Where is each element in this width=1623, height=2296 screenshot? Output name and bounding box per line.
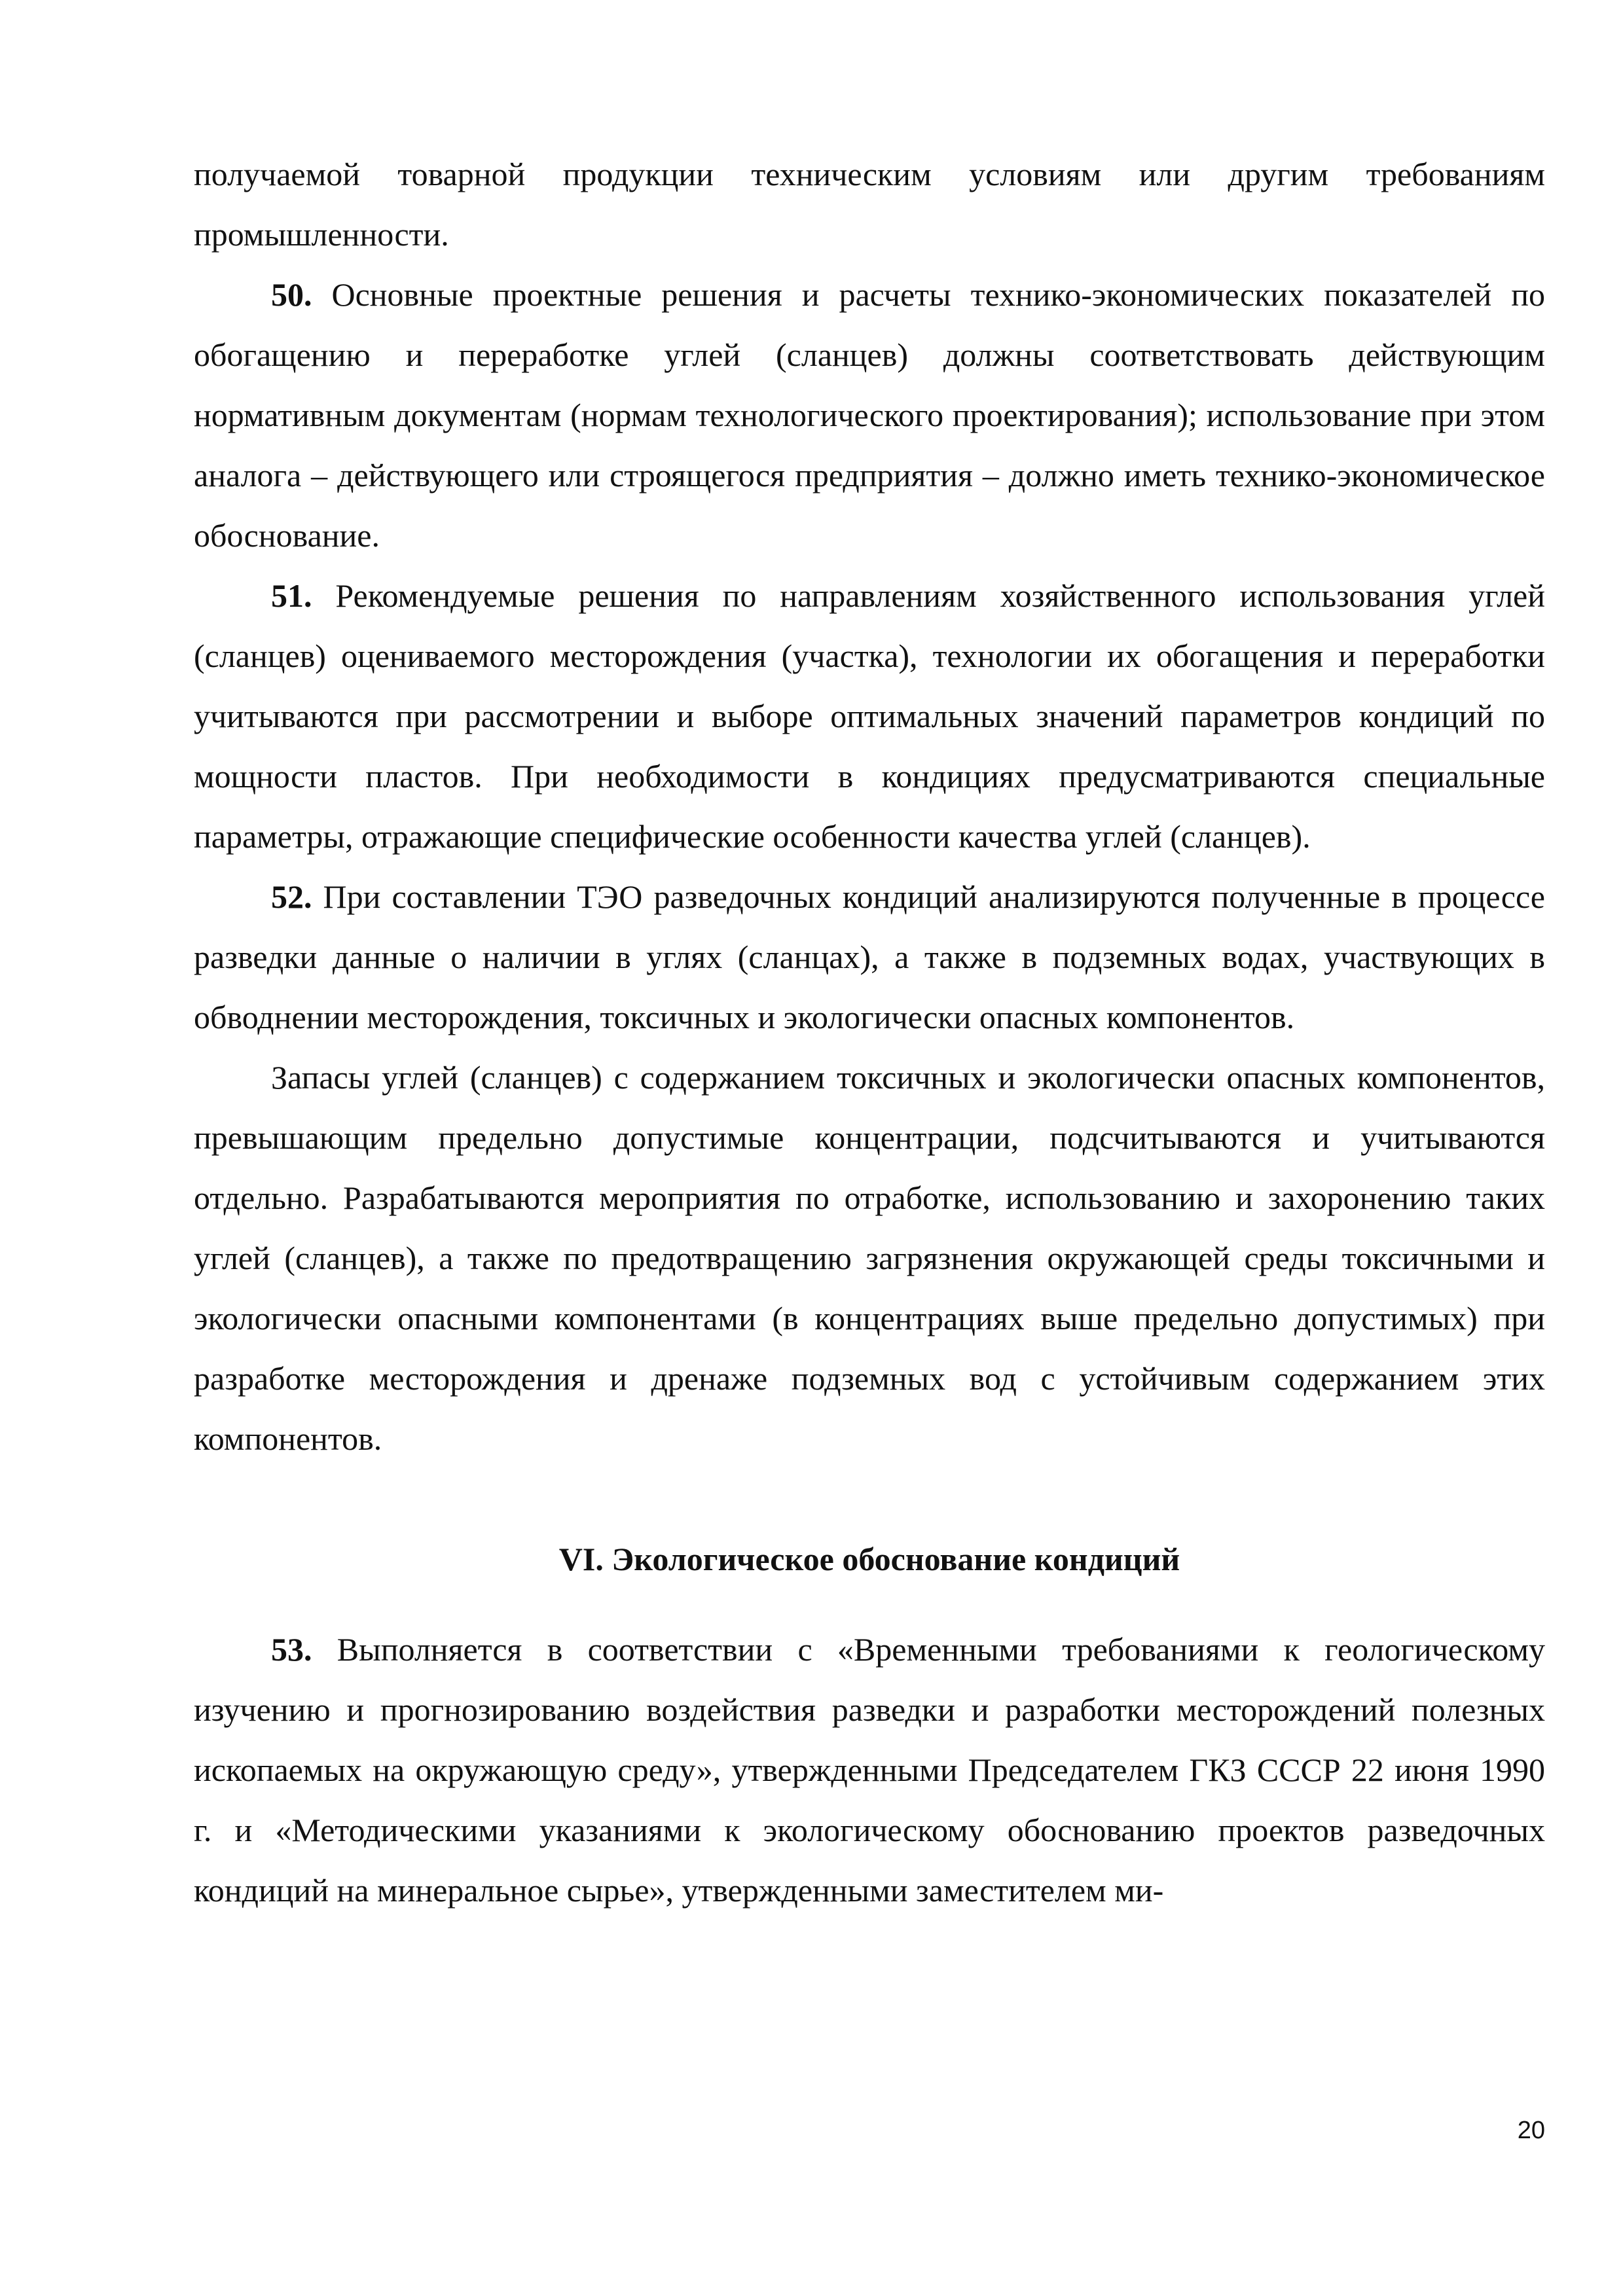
paragraph-text: При составлении ТЭО разведочных кондиций анализируются полученные в процессе разведки данные о наличии в углях (сланцах), а также в подземных водах, участвующих в обводнении месторождения, токсичных и экологически опасных компонентов.: [194, 878, 1545, 1035]
paragraph-text: Запасы углей (сланцев) с содержанием токсичных и экологически опасных компонентов, превышающим предельно допустимые концентрации, подсчитываются и учитываются отдельно. Разрабатываются мероприятия по отработке, использованию и захоронению таких углей (сланцев), а также по предотвращению загрязнения окружающей среды токсичными и экологически опасными компонентами (в концентрациях выше предельно допустимых) при разработке месторождения и дренаже подземных вод с устойчивым содержанием этих компонентов.: [194, 1059, 1545, 1457]
paragraph-number: 51.: [271, 577, 312, 614]
paragraph-text: Основные проектные решения и расчеты технико-экономических показателей по обогащению и переработке углей (сланцев) должны соответствовать действующим нормативным документам (нормам технологического проектирования); использование при этом аналога – действующего или строящегося предприятия – должно иметь технико-экономическое обоснование.: [194, 276, 1545, 554]
paragraph-50: [194, 264, 1545, 565]
paragraph-number: 50.: [271, 276, 312, 313]
paragraph-text: Выполняется в соответствии с «Временными требованиями к геологическому изучению и прогнозированию воздействия разведки и разработки месторождений полезных ископаемых на окружающую среду», утвержденными Председателем ГКЗ СССР 22 июня 1990 г. и «Методическими указаниями к экологическому обоснованию проектов разведочных кондиций на минеральное сырье», утвержденными заместителем ми-: [194, 1631, 1545, 1909]
paragraph-53: [194, 1619, 1545, 1920]
section-spacer: [194, 1469, 1545, 1529]
paragraph-reserves: [194, 1047, 1545, 1469]
paragraph-52: [194, 867, 1545, 1047]
paragraph-text: Рекомендуемые решения по направлениям хозяйственного использования углей (сланцев) оцениваемого месторождения (участка), технологии их обогащения и переработки учитываются при рассмотрении и выборе оптимальных значений параметров кондиций по мощности пластов. При необходимости в кондициях предусматриваются специальные параметры, отражающие специфические особенности качества углей (сланцев).: [194, 577, 1545, 855]
paragraph-51: [194, 565, 1545, 867]
paragraph-number: 53.: [271, 1631, 312, 1668]
text-body: [194, 144, 1545, 1920]
paragraph-continuation: [194, 144, 1545, 264]
section-heading: VI. Экологическое обоснование кондиций: [558, 1541, 1180, 1577]
paragraph-number: 52.: [271, 878, 312, 915]
section-spacer: [194, 1589, 1545, 1619]
paragraph-text: получаемой товарной продукции техническим условиям или другим требованиям промышленности.: [194, 156, 1545, 253]
page-number: 20: [1517, 2117, 1545, 2144]
